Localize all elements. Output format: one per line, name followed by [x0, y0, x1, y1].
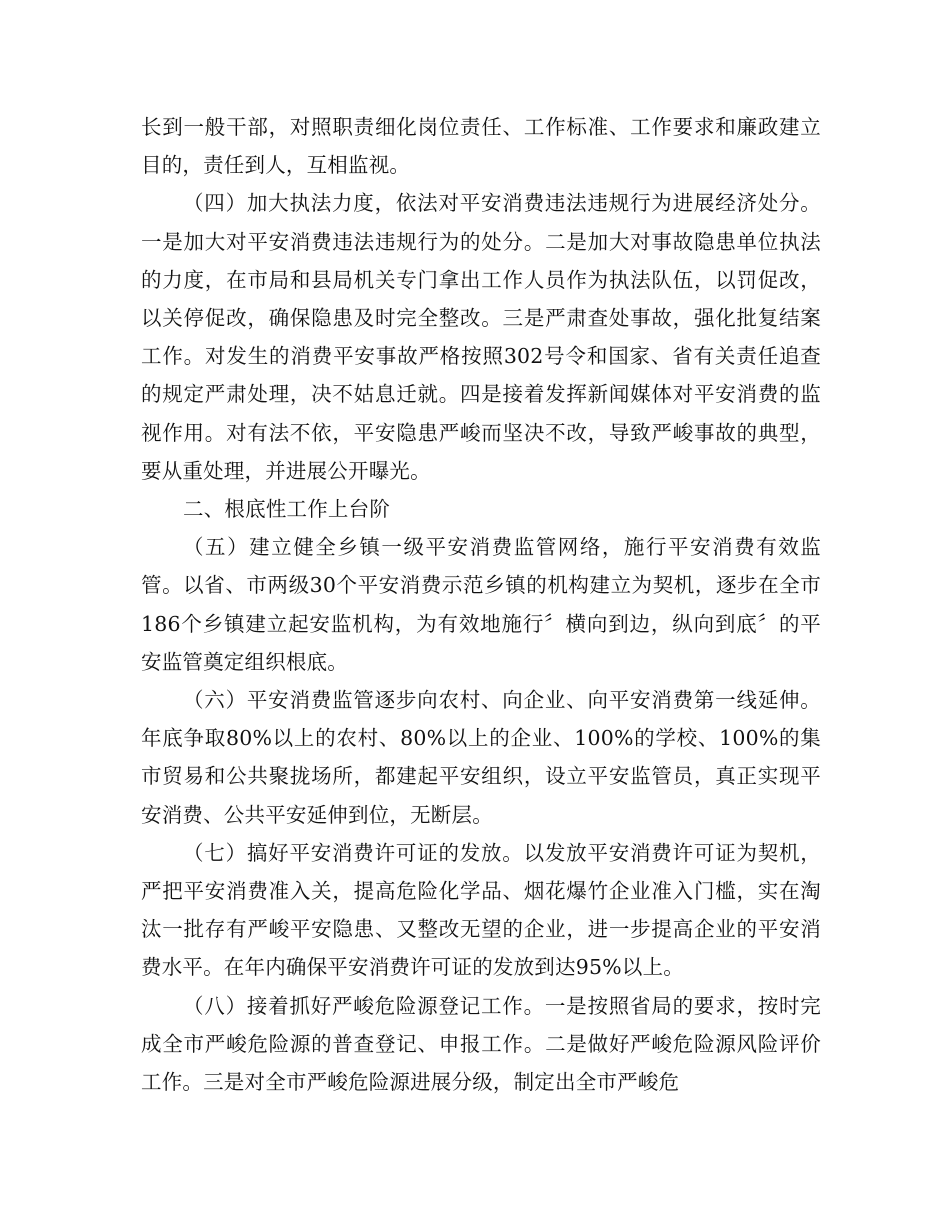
paragraph-section-6: （六）平安消费监管逐步向农村、向企业、向平安消费第一线延伸。年底争取80%以上的农村、80%以上的企业、100%的学校、100%的集市贸易和公共聚拢场所，都建起平安组织，设立平安监管员，真正实现平安消费、公共平安延伸到位，无断层。 [141, 688, 821, 827]
paragraph-section-7: （七）搞好平安消费许可证的发放。以发放平安消费许可证为契机，严把平安消费准入关，提高危险化学品、烟花爆竹企业准入门槛，实在淘汰一批存有严峻平安隐患、又整改无望的企业，进一步提高企业的平安消费水平。在年内确保平安消费许可证的发放到达95%以上。 [141, 840, 821, 980]
section-heading-2: 二、根底性工作上台阶 [183, 497, 391, 522]
paragraph-continuation: 长到一般干部，对照职责细化岗位责任、工作标准、工作要求和廉政建立目的，责任到人，互相监视。 [141, 115, 821, 178]
document-body [141, 108, 821, 1101]
paragraph-section-5: （五）建立健全乡镇一级平安消费监管网络，施行平安消费有效监管。以省、市两级30个平安消费示范乡镇的机构建立为契机，逐步在全市186个乡镇建立起安监机构，为有效地施行〞横向到边，纵向到底〞的平安监管奠定组织根底。 [141, 535, 821, 674]
paragraph-section-8: （八）接着抓好严峻危险源登记工作。一是按照省局的要求，按时完成全市严峻危险源的普查登记、申报工作。二是做好严峻危险源风险评价工作。三是对全市严峻危险源进展分级，制定出全市严峻危 [141, 993, 821, 1095]
paragraph-section-4: （四）加大执法力度，依法对平安消费违法违规行为进展经济处分。一是加大对平安消费违法违规行为的处分。二是加大对事故隐患单位执法的力度，在市局和县局机关专门拿出工作人员作为执法队伍，以罚促改，以关停促改，确保隐患及时完全整改。三是严肃查处事故，强化批复结案工作。对发生的消费平安事故严格按照302号令和国家、省有关责任追查的规定严肃处理，决不姑息迁就。四是接着发挥新闻媒体对平安消费的监视作用。对有法不依，平安隐患严峻而坚决不改，导致严峻事故的典型，要从重处理，并进展公开曝光。 [141, 191, 821, 483]
